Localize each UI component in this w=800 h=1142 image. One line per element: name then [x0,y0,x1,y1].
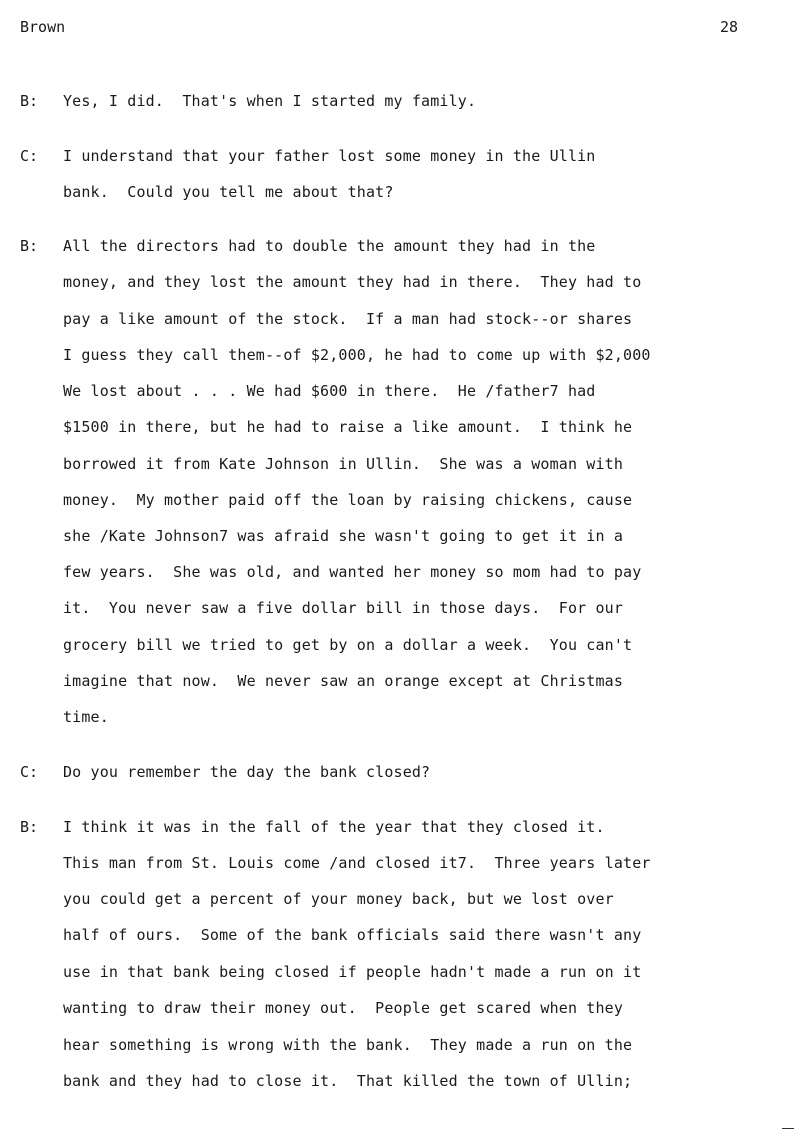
page-number: 28 [720,18,739,36]
transcript-line: bank and they had to close it. That killed the town of Ullin; [63,1072,633,1090]
transcript-line: money, and they lost the amount they had in there. They had to [63,273,642,291]
transcript-line: I understand that your father lost some money in the Ullin [63,147,596,165]
transcript-line: This man from St. Louis come /and closed it7. Three years later [63,854,651,872]
transcript-line: hear something is wrong with the bank. They made a run on the [63,1036,633,1054]
transcript-line: wanting to draw their money out. People get scared when they [63,999,624,1017]
transcript-line: Yes, I did. That's when I started my family. [63,92,477,110]
speaker-label: B: [20,237,39,255]
transcript-line: use in that bank being closed if people hadn't made a run on it [63,963,642,981]
transcript-line: I guess they call them--of $2,000, he had to come up with $2,000 [63,346,651,364]
transcript-line: you could get a percent of your money back, but we lost over [63,890,614,908]
transcript-line: it. You never saw a five dollar bill in those days. For our [63,599,624,617]
transcript-line: bank. Could you tell me about that? [63,183,394,201]
continuation-mark [782,1128,794,1129]
transcript-line: All the directors had to double the amount they had in the [63,237,596,255]
transcript-line: We lost about . . . We had $600 in there. He /father7 had [63,382,596,400]
transcript-line: time. [63,708,109,726]
transcript-line: imagine that now. We never saw an orange except at Christmas [63,672,624,690]
transcript-line: Do you remember the day the bank closed? [63,763,431,781]
transcript-line: borrowed it from Kate Johnson in Ullin. She was a woman with [63,455,624,473]
transcript-line: few years. She was old, and wanted her money so mom had to pay [63,563,642,581]
speaker-label: C: [20,763,39,781]
transcript-line: pay a like amount of the stock. If a man had stock--or shares [63,310,633,328]
running-header-name: Brown [20,18,66,36]
transcript-line: $1500 in there, but he had to raise a like amount. I think he [63,418,633,436]
speaker-label: B: [20,92,39,110]
transcript-line: I think it was in the fall of the year that they closed it. [63,818,605,836]
transcript-line: she /Kate Johnson7 was afraid she wasn't going to get it in a [63,527,624,545]
transcript-line: money. My mother paid off the loan by raising chickens, cause [63,491,633,509]
speaker-label: C: [20,147,39,165]
transcript-line: half of ours. Some of the bank officials said there wasn't any [63,926,642,944]
speaker-label: B: [20,818,39,836]
transcript-line: grocery bill we tried to get by on a dollar a week. You can't [63,636,633,654]
